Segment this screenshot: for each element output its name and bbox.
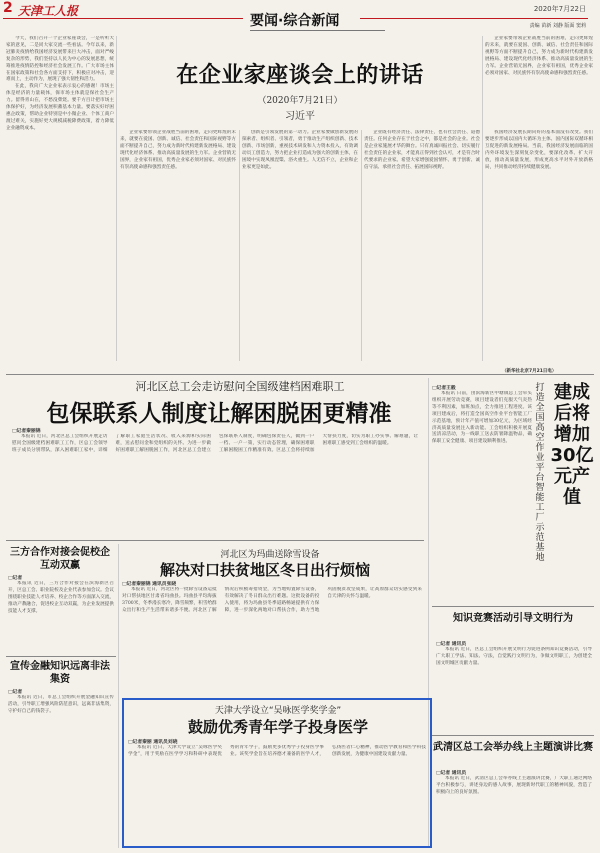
hebei-kicker: 河北区为玛曲送除雪设备 [220,550,320,560]
lead-col-2: 企业家要带领企业战胜当前的困难，走向更辉煌的未来，就要在爱国、创新、诚信、社会责任和国际视野等方面不断提升自己，努力成为新时代构建新发展格局、建设现代化经济体系、推动高质量发展的生力军。企业营销无国界，企业家有祖国，优秀企业家必须对国家、对民族怀有崇高使命感和强烈责任感。 [120,130,236,170]
medical-kicker: 天津大学设立“吴咏医学奖学金” [214,706,342,716]
knowledge-headline: 知识竞赛活动引导文明行为 [453,613,573,624]
section-divider [432,735,594,736]
bianzhi-kicker: 河北区总工会走访慰问全国级建档困难职工 [135,380,345,393]
section-divider [432,606,594,607]
bianzhi-byline: □记者秦丽锦 [12,429,41,434]
masthead-rule-left [3,18,243,19]
finance-byline: □记者 [8,690,23,695]
lead-author: 习近平 [285,111,315,122]
column-divider [116,36,117,361]
editors-line: 责编 苗新 刘静 版面 窦莉 [529,23,586,29]
column-divider [118,544,119,848]
hebei-body: 本报讯 近日，河北区将一批除雪设备运抵对口帮扶地区甘肃省玛曲县。玛曲县平均海拔3700米，冬季漫长寒冷，降雪频繁，积雪给群众出行和生产生活带来诸多不便。河北区了解情况后积极筹措资金，为当地购置除雪设备，有效解决了冬日群众出行难题。这批设备的投入使用，将为玛曲县冬季道路畅通提供有力保障，进一步深化两地对口帮扶合作，助力当地巩固脱贫攻坚成果，让高原群众切实感受到来自天津的关怀与温暖。 [122,587,422,613]
section-divider [6,540,424,541]
masthead-rule-right [360,18,588,19]
finance-headline: 宣传金融知识远离非法集资 [10,661,110,685]
section-title: 要闻·综合新闻 [250,13,340,29]
union-body: 本报讯 近日，三方合作对接会在滨海新区召开，区总工会、职业院校及企业代表参加会议。会议围绕职业技能人才培养、校企合作等方面深入交流，推动产教融合，促进校企互动双赢，为企业发展提供技能人才支撑。 [8,581,114,614]
knowledge-body: 本报讯 近日，区总工会组织开展文明行为促进条例知识竞赛活动，引导广大职工学法、知法、守法，自觉践行文明行为，争做文明职工，为创建全国文明城区贡献力量。 [436,647,592,666]
bianzhi-body: 本报讯 近日，河北区总工会组织开展走访慰问全国级建档困难职工工作，区总工会领导班子成员分别带队，深入困难职工家中，详细了解职工家庭生活状况、收入来源和实际困难，送去慰问金和党组织的关怀。为进一步做好困难职工解困脱困工作，河北区总工会建立包保联系人制度，明确包保责任人，做到一户一档、一户一策，实行动态管理，确保困难职工解困脱困工作精准有效。区总工会将持续加大帮扶力度，切实为职工办实事、解难题，让困难职工感受到工会组织的温暖。 [12,434,418,453]
hebei-byline: □记者秦丽锦 通讯员张晓 [122,582,177,587]
knowledge-byline: □记者 通讯员 [436,642,467,647]
lead-col-1: 今天，我们召开一个企业家座谈会，一是听听大家的意见，二是同大家交流一些看法。今年以来，新冠肺炎疫情给我国经济发展带来巨大冲击，面对严峻复杂的形势，我们坚持以人民为中心的发展思想，统筹推进疫情防控和经济社会发展工作。广大市场主体在国家政策和社会各方面支持下，积极应对冲击，迎难而上，主动作为，展现了强大韧性和活力。 在此，我向广大企业家表示衷心的感谢！市场主体是经济的力量载体，保市场主体就是保社会生产力。留得青山在，不愁没柴烧。要千方百计把市场主体保护好，为经济发展积蓄基本力量。要落实好纾困惠企政策，帮助企业特别是中小微企业、个体工商户渡过难关，实施好更大规模减税降费政策，着力降低企业融资成本。 [6,36,114,131]
lead-col-5: 我国经济发展长期向好的基本面没有改变。我们要逐步形成以国内大循环为主体、国内国际双循环相互促进的新发展格局。当前，我国经济发展面临的国内外环境发生深刻复杂变化，要深化改革、扩大开放，推动高质量发展，形成更高水平对外开放新格局，共同推动经济持续健康发展。 [485,130,593,170]
construction-body: 本报讯 日前，由滨海新区中塘镇总工会牵头组织开展劳动竞赛，项目建设者们克服天气炎热等不利因素，加班加点，全力推进工程进度。该项目建成后，将打造全国高空作业平台智能工厂示范基地，预计年产值可增加30亿元，为区域经济高质量发展注入新动能。工会组织积极开展夏送清凉活动，为一线职工送去防暑降温物品，确保职工安全健康、项目建设顺利推进。 [432,391,532,445]
medical-body: 本报讯 近日，天津大学设立“吴咏医学奖学金”，用于奖励在医学学习和科研中表现优秀的青年学子，鼓励更多优秀学子投身医学事业。该奖学金旨在培养德才兼备的医学人才，弘扬医者仁心精神，推动医学教育和医学科技创新发展，为健康中国建设贡献力量。 [128,745,426,757]
paper-name: 天津工人报 [18,4,79,18]
bianzhi-headline: 包保联系人制度让解困脱困更精准 [46,401,392,427]
medical-headline: 鼓励优秀青年学子投身医学 [187,718,368,736]
masthead [0,0,600,30]
lead-col-right-top: 企业家要带领企业战胜当前的困难，走向更辉煌的未来，就要在爱国、创新、诚信、社会责任和国际视野等方面不断提升自己，努力成为新时代构建新发展格局、建设现代化经济体系、推动高质量发展的生力军。企业营销无国界，企业家有祖国，优秀企业家必须对国家、对民族怀有崇高使命感和强烈责任感。 [485,36,593,76]
section-divider [6,656,116,657]
construction-kicker: 打造全国高空作业平台智能工厂示范基地 [535,383,545,563]
online-body: 本报讯 近日，武清区总工会举办线上主题演讲比赛，广大职工通过网络平台积极参与，讲述身边的感人故事，展现新时代职工的精神风貌，营造了积极向上的良好氛围。 [436,776,592,795]
hebei-headline: 解决对口扶贫地区冬日出行烦恼 [159,561,370,579]
finance-body: 本报讯 近日，市总工会组织开展金融知识宣传活动，引导职工增强风险防范意识，远离非法集资，守护好自己的钱袋子。 [8,695,114,714]
lead-col-3: 创新是引领发展的第一动力。企业家要做创新发展的探索者、组织者、引领者，勇于推动生产组织创新、技术创新、市场创新，重视技术研发和人力资本投入，有效调动员工创造力，努力把企业打造成为强大的创新主体，在困境中实现凤凰涅槃、浴火重生。人无信不立，企业和企业家更是如此。 [242,130,358,170]
construction-byline: □记者王毅 [432,386,456,391]
lead-source: （新华社北京7月21日电） [502,369,557,374]
section-divider [6,374,594,375]
issue-date: 2020年7月22日 [533,5,586,13]
lead-date: （2020年7月21日） [257,96,343,106]
section-underline [250,30,385,31]
lead-headline: 在企业家座谈会上的讲话 [176,63,424,88]
online-byline: □记者 通讯员 [436,771,467,776]
column-divider [239,130,240,361]
column-divider [482,36,483,361]
column-divider [361,130,362,361]
construction-headline: 建成后将增加30亿元产值 [550,382,594,508]
page-number: 2 [3,0,13,16]
lead-col-4: 企业既有经济责任、法律责任，也有社会责任、道德责任。任何企业存在于社会之中，都是社会的企业。社会是企业家施展才华的舞台。只有真诚回报社会、切实履行社会责任的企业家，才能真正得到社会认可，才是符合时代要求的企业家。希望大家增强爱国情怀、勇于创新、诚信守法、承担社会责任、拓展国际视野。 [364,130,480,170]
union-headline: 三方合作对接会促校企互动双赢 [10,547,110,571]
union-byline: □记者 [8,576,23,581]
medical-byline: □记者秦丽 通讯员刘晓 [128,740,178,745]
online-headline: 武清区总工会举办线上主题演讲比赛 [433,742,593,753]
